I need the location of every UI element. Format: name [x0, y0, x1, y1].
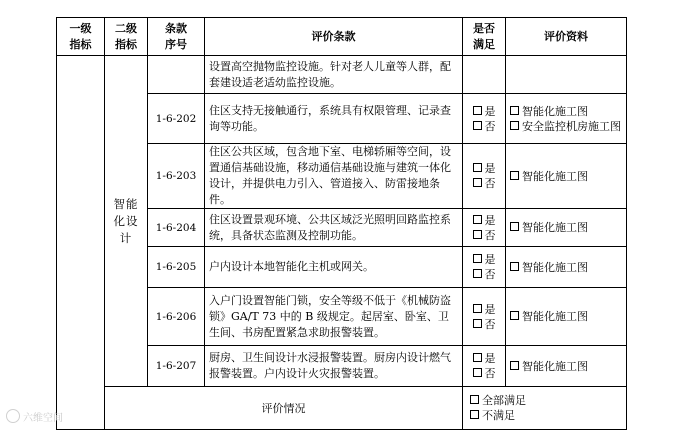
clause-no-cell: 1-6-206: [148, 288, 205, 346]
checkbox-icon[interactable]: [473, 163, 482, 172]
checkbox-icon[interactable]: [473, 269, 482, 278]
option-label: 否: [484, 228, 496, 242]
header-clause-no: 条款 序号: [148, 18, 205, 56]
header-level2: 二级 指标: [105, 18, 148, 56]
checkbox-icon[interactable]: [473, 178, 482, 187]
evaluation-row: [57, 387, 627, 430]
material-label: 智能化施工图: [522, 104, 588, 118]
checkbox-icon[interactable]: [473, 121, 482, 130]
clause-cell: 户内设计本地智能化主机或网关。: [205, 247, 463, 288]
watermark-text: 六维空间: [23, 413, 63, 424]
material-label: 智能化施工图: [522, 310, 588, 323]
option-label: 是: [484, 162, 496, 175]
checkbox-icon[interactable]: [473, 353, 482, 362]
material-item[interactable]: [510, 309, 622, 324]
material-label: 安全监控机房施工图: [522, 119, 621, 133]
checkbox-icon[interactable]: [470, 395, 479, 404]
checkbox-icon[interactable]: [510, 262, 519, 271]
materials-cell: [506, 56, 627, 94]
option-label: 是: [484, 213, 496, 227]
materials-cell: [506, 346, 627, 387]
satisfied-cell: [463, 209, 506, 247]
option-label: 全部满足: [482, 394, 526, 407]
checkbox-icon[interactable]: [473, 230, 482, 239]
option-no[interactable]: [467, 317, 501, 332]
option-label: 否: [484, 119, 496, 133]
option-label: 是: [484, 104, 496, 118]
material-item[interactable]: [510, 104, 622, 119]
watermark: [6, 409, 63, 424]
option-yes[interactable]: [467, 104, 501, 119]
clause-no-cell: 1-6-204: [148, 209, 205, 247]
table-row: [57, 56, 627, 94]
option-label: 是: [484, 352, 496, 365]
material-item[interactable]: [510, 359, 622, 374]
header-level1: 一级 指标: [57, 18, 105, 56]
checkbox-icon[interactable]: [510, 106, 519, 115]
option-yes[interactable]: [467, 161, 501, 176]
materials-cell: [506, 288, 627, 346]
option-no[interactable]: [467, 228, 501, 243]
option-label: 否: [484, 268, 496, 281]
watermark-logo-icon: [6, 409, 20, 423]
option-no[interactable]: [467, 267, 501, 282]
option-label: 否: [484, 177, 496, 190]
checkbox-icon[interactable]: [510, 361, 519, 370]
option-no[interactable]: [467, 119, 501, 134]
clause-no-cell: [148, 56, 205, 94]
level2-cell: 智能 化设 计: [105, 56, 148, 387]
material-label: 智能化施工图: [522, 169, 588, 183]
checkbox-icon[interactable]: [510, 311, 519, 320]
option-no[interactable]: [467, 366, 501, 381]
option-label: 是: [484, 302, 496, 316]
level1-cell: [57, 56, 105, 430]
materials-cell: [506, 144, 627, 209]
clause-no-cell: 1-6-205: [148, 247, 205, 288]
materials-cell: [506, 94, 627, 144]
checkbox-icon[interactable]: [473, 215, 482, 224]
checkbox-icon[interactable]: [473, 368, 482, 377]
option-label: 否: [484, 317, 496, 331]
checkbox-icon[interactable]: [510, 121, 519, 130]
clause-cell: 入户门设置智能门锁，安全等级不低于《机械防盗锁》GA/T 73 中的 B 级规定。起居室、卧室、卫生间、书房配置紧急求助报警装置。: [205, 288, 463, 346]
clause-cell: 住区支持无接触通行，系统具有权限管理、记录查询等功能。: [205, 94, 463, 144]
clause-no-cell: 1-6-207: [148, 346, 205, 387]
clause-cell: 厨房、卫生间设计水浸报警装置。厨房内设计燃气报警装置。户内设计火灾报警装置。: [205, 346, 463, 387]
header-row: [57, 18, 627, 56]
evaluation-table: [56, 17, 627, 430]
clause-cell: 住区设置景观环境、公共区域泛光照明回路监控系统，具备状态监测及控制功能。: [205, 209, 463, 247]
header-materials: 评价资料: [506, 18, 627, 56]
materials-cell: [506, 247, 627, 288]
option-label: 不满足: [482, 409, 515, 422]
checkbox-icon[interactable]: [510, 171, 519, 180]
satisfied-cell: [463, 247, 506, 288]
checkbox-icon[interactable]: [473, 106, 482, 115]
header-clause: 评价条款: [205, 18, 463, 56]
option-yes[interactable]: [467, 213, 501, 228]
material-label: 智能化施工图: [522, 221, 588, 234]
option-label: 是: [484, 253, 496, 266]
satisfied-cell: [463, 144, 506, 209]
materials-cell: [506, 209, 627, 247]
option-not-satisfied[interactable]: [470, 408, 622, 423]
option-label: 否: [484, 367, 496, 380]
checkbox-icon[interactable]: [470, 410, 479, 419]
clause-no-cell: 1-6-202: [148, 94, 205, 144]
option-yes[interactable]: [467, 252, 501, 267]
satisfied-cell: [463, 56, 506, 94]
satisfied-cell: [463, 346, 506, 387]
evaluation-label: 评价情况: [105, 387, 463, 430]
option-yes[interactable]: [467, 302, 501, 317]
header-satisfied: 是否 满足: [463, 18, 506, 56]
checkbox-icon[interactable]: [473, 304, 482, 313]
checkbox-icon[interactable]: [473, 319, 482, 328]
satisfied-cell: [463, 94, 506, 144]
checkbox-icon[interactable]: [473, 254, 482, 263]
evaluation-options: [463, 387, 627, 430]
option-yes[interactable]: [467, 351, 501, 366]
checkbox-icon[interactable]: [510, 222, 519, 231]
material-item[interactable]: [510, 220, 622, 235]
material-item[interactable]: [510, 169, 622, 184]
material-label: 智能化施工图: [522, 359, 588, 373]
clause-no-cell: 1-6-203: [148, 144, 205, 209]
material-item[interactable]: [510, 119, 622, 134]
material-item[interactable]: [510, 260, 622, 275]
satisfied-cell: [463, 288, 506, 346]
clause-cell: 住区公共区域，包含地下室、电梯轿厢等空间，设置通信基础设施，移动通信基础设施与建筑一体化设计，并提供电力引入、管道接入、防雷接地条件。: [205, 144, 463, 209]
option-all-satisfied[interactable]: [470, 393, 622, 408]
material-label: 智能化施工图: [522, 260, 588, 274]
option-no[interactable]: [467, 176, 501, 191]
clause-cell: 设置高空抛物监控设施。针对老人儿童等人群，配套建设适老适幼监控设施。: [205, 56, 463, 94]
